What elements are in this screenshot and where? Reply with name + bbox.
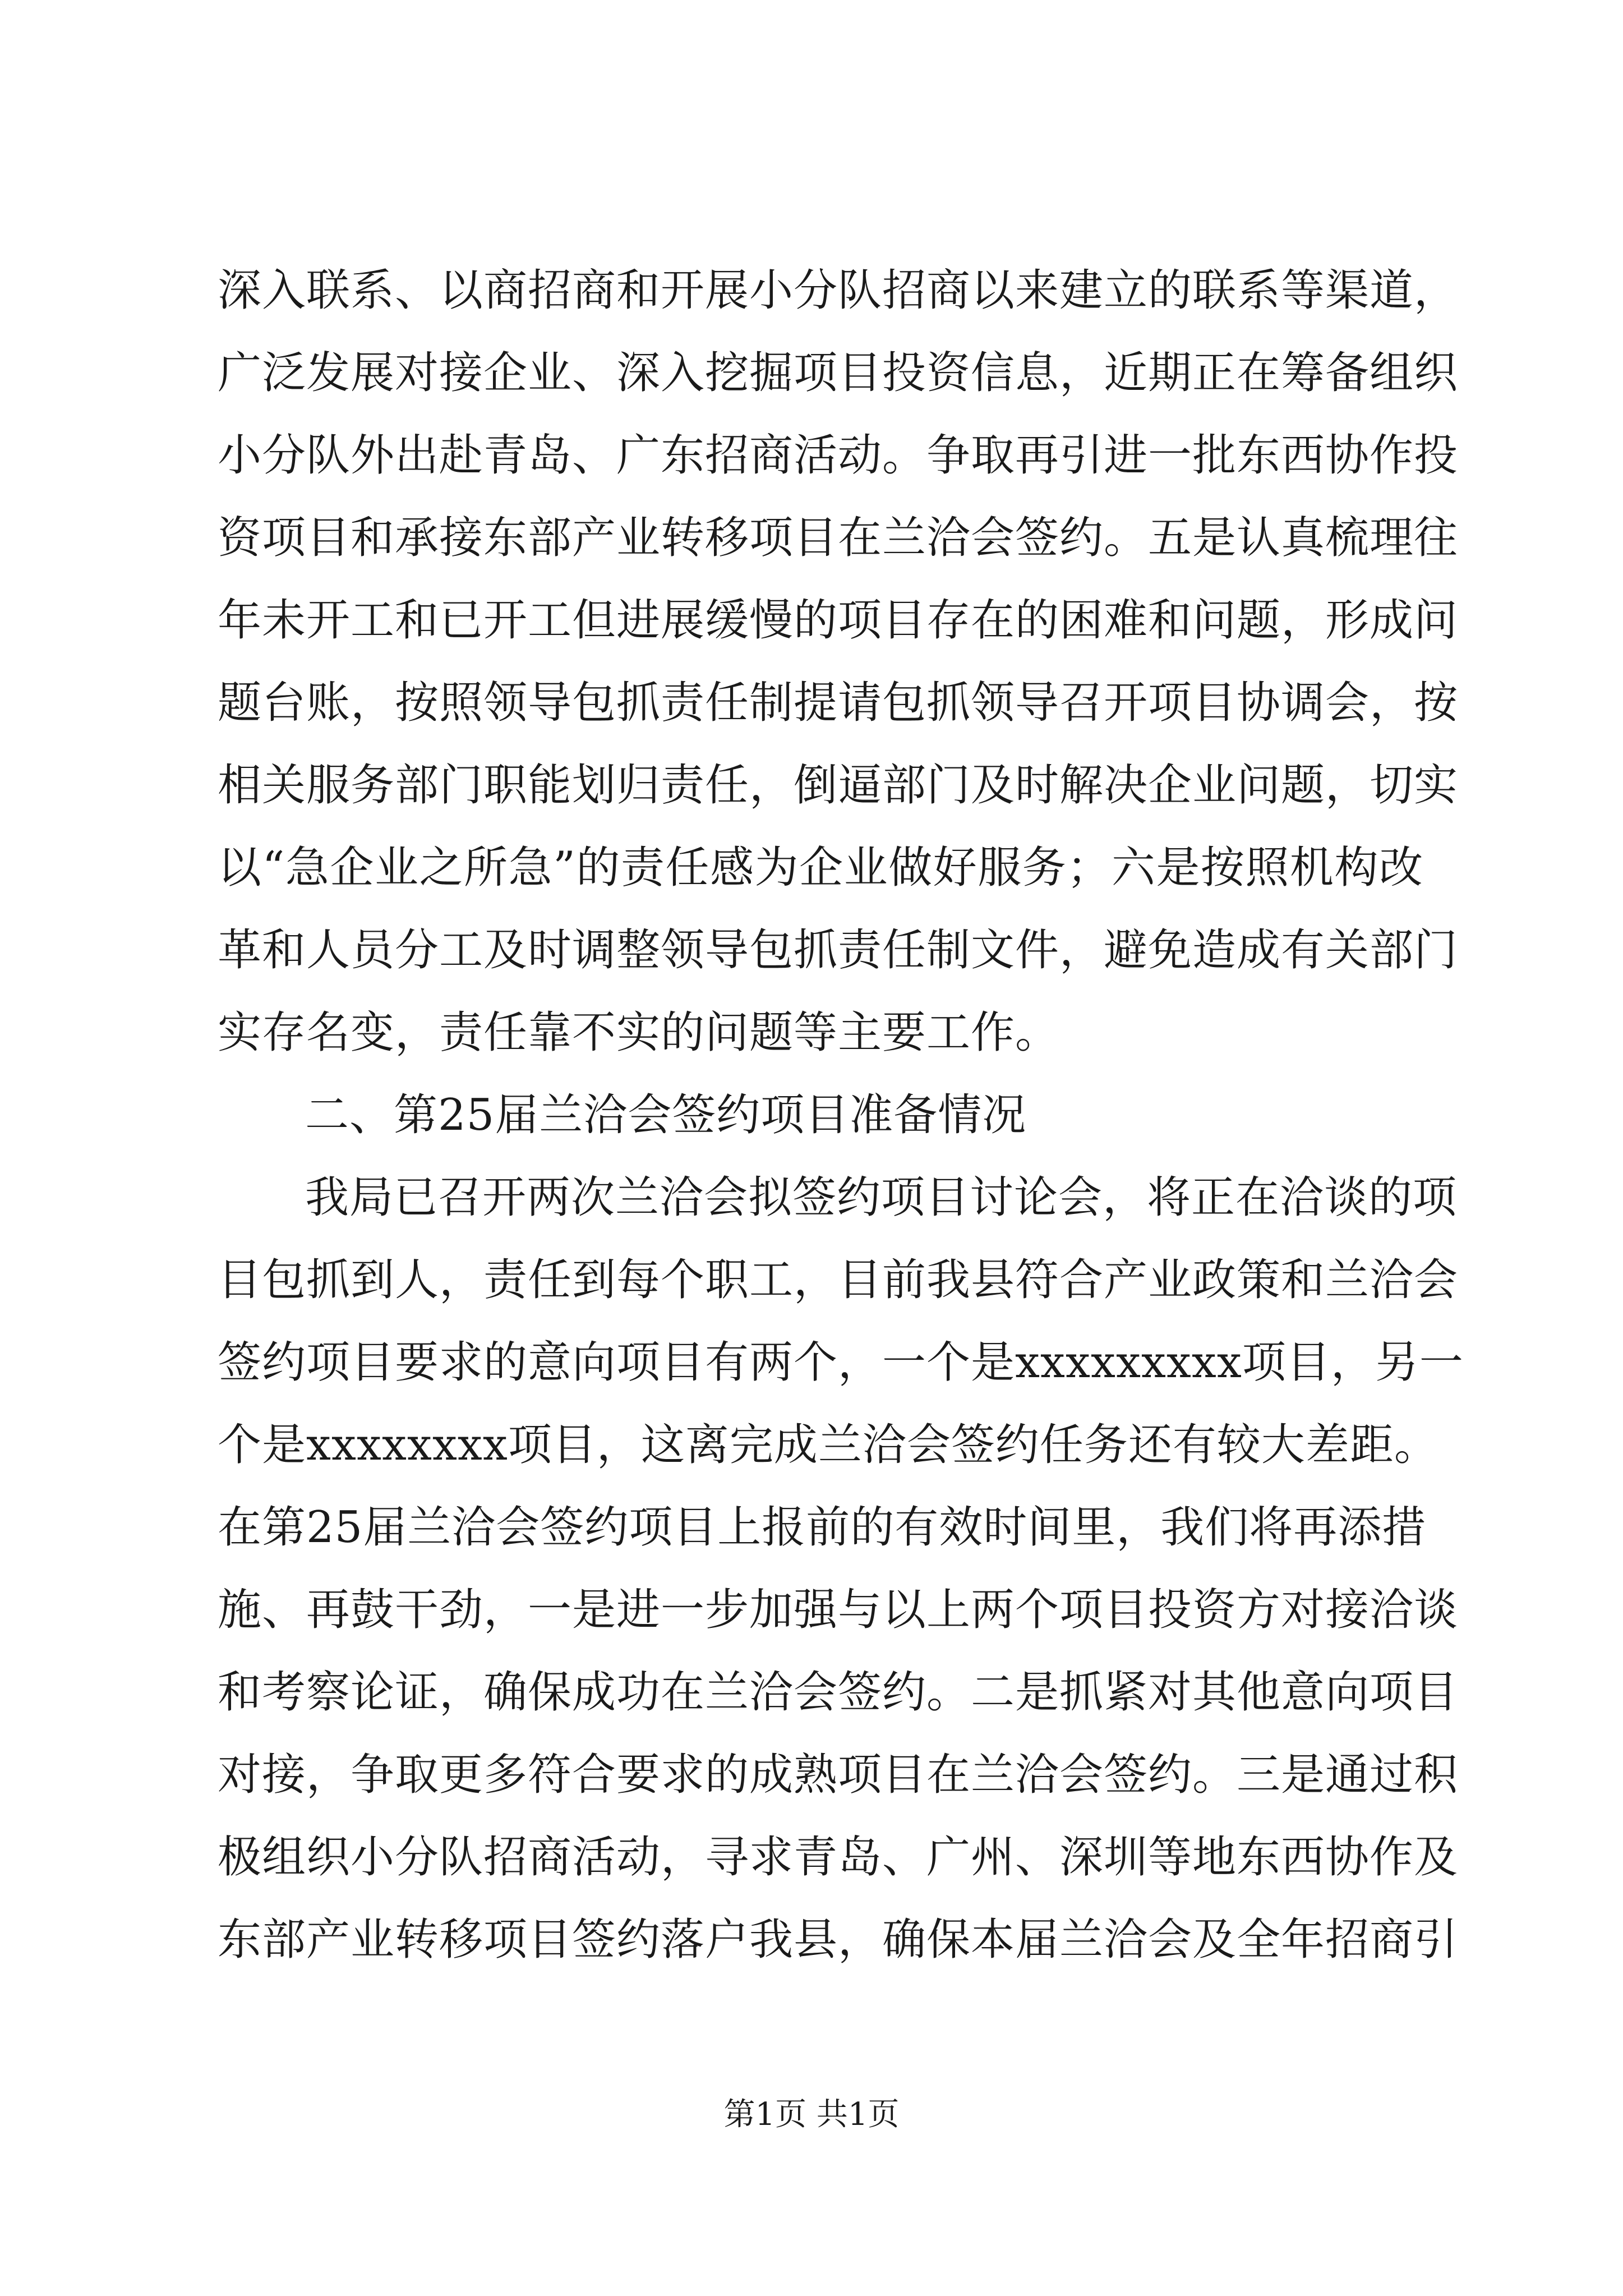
paragraph-line: 相关服务部门职能划归责任，倒逼部门及时解决企业问题，切实 (218, 760, 1459, 811)
paragraph-line: 东部产业转移项目签约落户我县，确保本届兰洽会及全年招商引 (218, 1915, 1459, 1965)
paragraph-line: 目包抓到人，责任到每个职工，目前我县符合产业政策和兰洽会 (218, 1255, 1459, 1305)
paragraph-line: 施、再鼓干劲，一是进一步加强与以上两个项目投资方对接洽谈 (218, 1585, 1459, 1635)
paragraph-line: 极组织小分队招商活动，寻求青岛、广州、深圳等地东西协作及 (218, 1832, 1459, 1883)
paragraph-line: 题台账，按照领导包抓责任制提请包抓领导召开项目协调会，按 (218, 678, 1459, 728)
paragraph-line: 资项目和承接东部产业转移项目在兰洽会签约。五是认真梳理往 (218, 513, 1459, 563)
paragraph-line: 对接，争取更多符合要求的成熟项目在兰洽会签约。三是通过积 (218, 1750, 1459, 1800)
paragraph-line: 签约项目要求的意向项目有两个，一个是xxxxxxxxx项目，另一 (218, 1337, 1464, 1388)
paragraph-line: 以“急企业之所急”的责任感为企业做好服务；六是按照机构改 (218, 843, 1423, 893)
paragraph-line: 在第25届兰洽会签约项目上报前的有效时间里，我们将再添措 (218, 1502, 1427, 1553)
paragraph-line: 小分队外出赴青岛、广东招商活动。争取再引进一批东西协作投 (218, 430, 1459, 481)
paragraph-line: 个是xxxxxxxx项目，这离完成兰洽会签约任务还有较大差距。 (218, 1420, 1438, 1470)
paragraph-line: 深入联系、以商招商和开展小分队招商以来建立的联系等渠道， (218, 265, 1459, 316)
paragraph-line: 革和人员分工及时调整领导包抓责任制文件，避免造成有关部门 (218, 925, 1459, 976)
paragraph-line: 和考察论证，确保成功在兰洽会签约。二是抓紧对其他意向项目 (218, 1667, 1459, 1718)
paragraph-line: 我局已召开两次兰洽会拟签约项目讨论会，将正在洽谈的项 (305, 1172, 1458, 1223)
paragraph-line: 年未开工和已开工但进展缓慢的项目存在的困难和问题，形成问 (218, 595, 1459, 646)
page-number-footer: 第1页 共1页 (723, 2096, 900, 2133)
paragraph-line: 广泛发展对接企业、深入挖掘项目投资信息，近期正在筹备组织 (218, 348, 1459, 398)
paragraph-line: 实存名变，责任靠不实的问题等主要工作。 (218, 1007, 1060, 1058)
section-heading: 二、第25届兰洽会签约项目准备情况 (305, 1090, 1027, 1140)
body-text (218, 250, 1464, 1981)
